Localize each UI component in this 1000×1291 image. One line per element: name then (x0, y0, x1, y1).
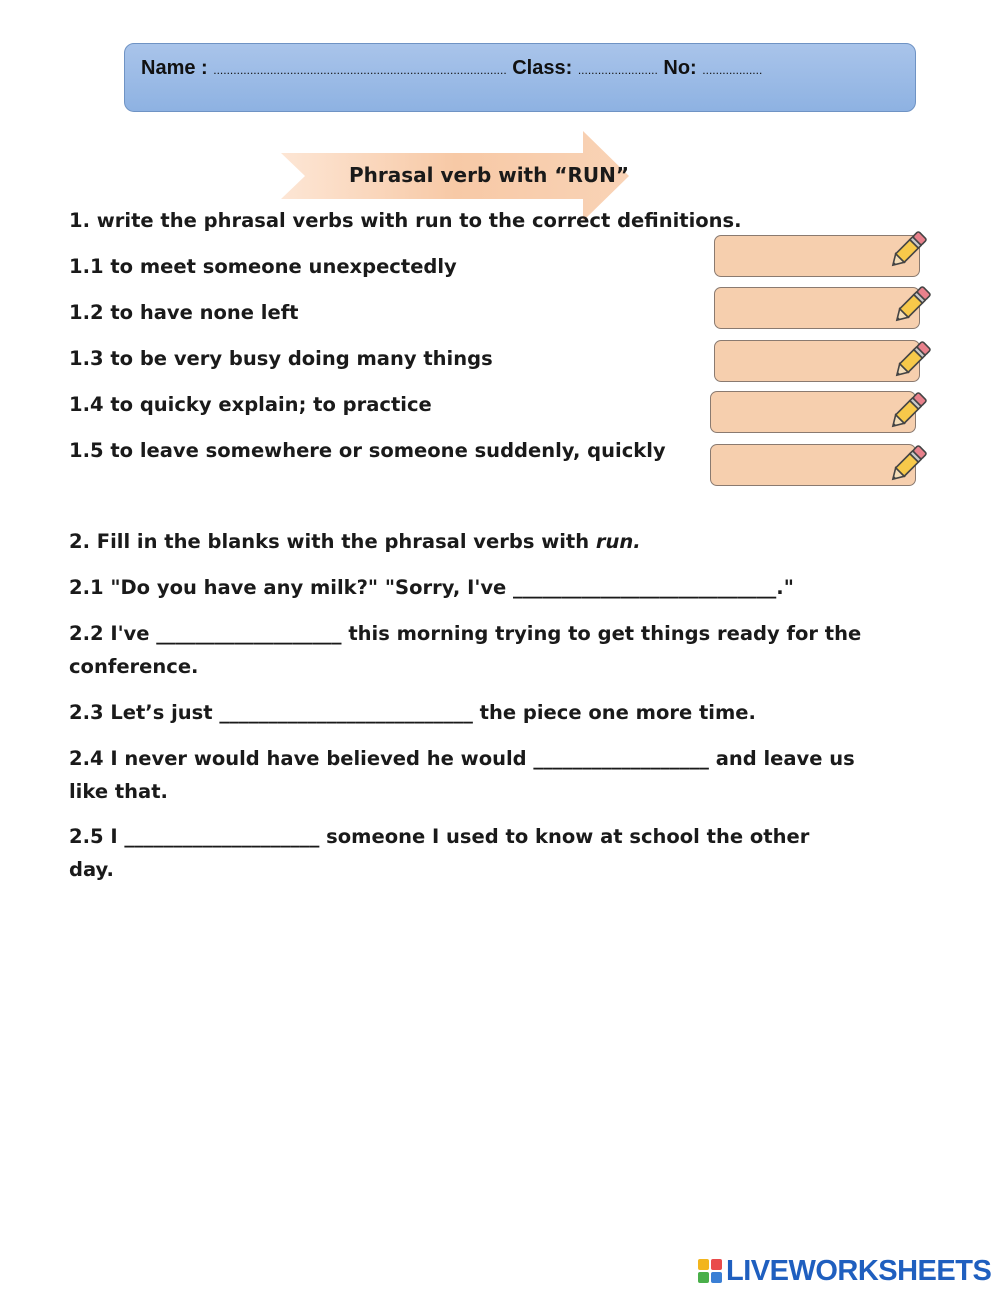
name-label: Name : (141, 57, 208, 79)
sentence-2-4-cont: like that. (69, 780, 168, 803)
sentence-2-2-cont: conference. (69, 655, 199, 678)
pencil-icon (883, 388, 931, 436)
class-field[interactable]: ........................ (577, 63, 658, 77)
section2-instruction (69, 530, 641, 553)
definition-1-5: 1.5 to leave somewhere or someone suddenly, quickly (69, 439, 666, 462)
definition-1-1: 1.1 to meet someone unexpectedly (69, 255, 457, 278)
liveworksheets-logo (698, 1253, 991, 1289)
pencil-icon (887, 282, 935, 330)
number-field[interactable]: .................. (702, 63, 763, 77)
sentence-2-1: 2.1 "Do you have any milk?" "Sorry, I've ___________________________." (69, 576, 794, 599)
student-info-bar (124, 43, 916, 112)
section1-instruction: 1. write the phrasal verbs with run to the correct definitions. (69, 209, 742, 232)
definition-1-4: 1.4 to quicky explain; to practice (69, 393, 432, 416)
definition-1-2: 1.2 to have none left (69, 301, 299, 324)
sentence-2-5: 2.5 I ____________________ someone I used to know at school the other (69, 825, 810, 848)
title-arrow-banner (281, 131, 629, 221)
class-label: Class: (512, 57, 573, 79)
logo-text: LIVEWORKSHEETS (726, 1254, 992, 1287)
page-title: Phrasal verb with “RUN” (349, 163, 629, 187)
section2-instruction-text: 2. Fill in the blanks with the phrasal verbs with (69, 530, 596, 553)
pencil-icon (883, 441, 931, 489)
sentence-2-5-cont: day. (69, 858, 114, 881)
section2-instruction-italic: run. (595, 530, 641, 553)
name-field[interactable]: ........................................................................................ (213, 63, 507, 77)
definition-1-3: 1.3 to be very busy doing many things (69, 347, 493, 370)
number-label: No: (663, 57, 697, 79)
pencil-icon (883, 227, 931, 275)
sentence-2-3: 2.3 Let’s just __________________________ the piece one more time. (69, 701, 756, 724)
student-info-text (141, 57, 762, 80)
liveworksheets-logo-icon (698, 1257, 724, 1285)
sentence-2-2: 2.2 I've ___________________ this morning trying to get things ready for the (69, 622, 862, 645)
pencil-icon (887, 337, 935, 385)
sentence-2-4: 2.4 I never would have believed he would __________________ and leave us (69, 747, 855, 770)
